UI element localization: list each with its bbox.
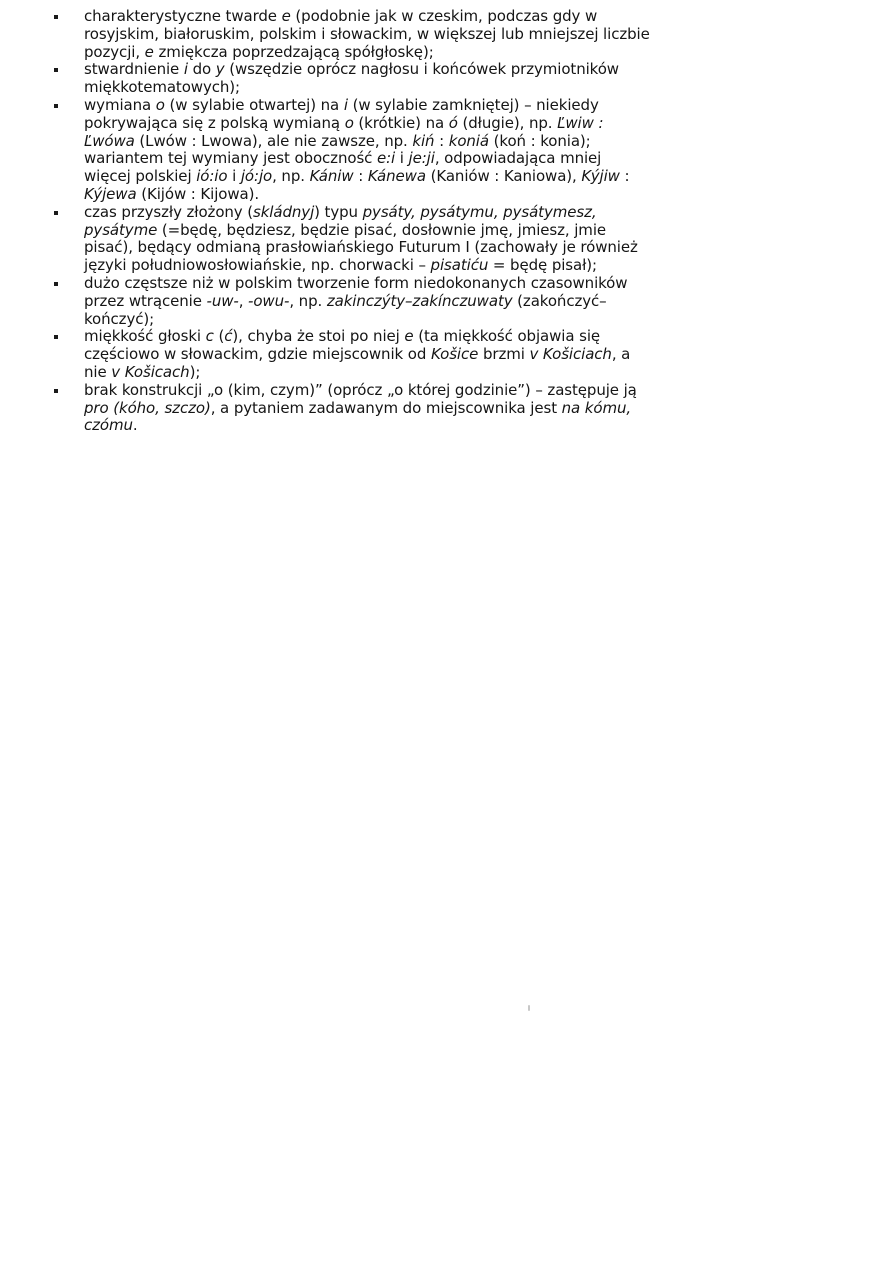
square-bullet-icon — [54, 335, 58, 339]
text-run: (krótkie) na — [353, 113, 449, 132]
square-bullet-icon — [54, 211, 58, 215]
italic-term: i — [343, 95, 348, 114]
italic-term: v Košicach — [111, 362, 190, 381]
text-run: ), chyba że stoi po niej — [232, 327, 405, 346]
scan-speck — [528, 1005, 530, 1011]
bullet-text — [84, 7, 650, 61]
text-run: czas przyszły złożony ( — [84, 202, 253, 221]
text-run: (w sylabie otwartej) na — [164, 95, 344, 114]
text-run: charakterystyczne twarde — [84, 7, 282, 25]
text-run: = będę pisał); — [488, 256, 597, 275]
italic-term: pro (kóho, szczo) — [84, 398, 211, 417]
italic-term: koniá — [448, 131, 489, 150]
italic-term: -uw- — [206, 291, 239, 310]
text-run: brzmi — [478, 345, 530, 364]
text-run: dużo częstsze niż w polskim tworzenie form niedokonanych czasowników przez wtrącenie — [84, 273, 628, 310]
italic-term: -owu- — [248, 291, 290, 310]
bullet-text — [84, 274, 627, 328]
square-bullet-icon — [54, 68, 58, 72]
square-bullet-icon — [54, 282, 58, 286]
italic-term: v Košiciach — [529, 345, 612, 364]
text-run: miękkość głoski — [84, 327, 206, 346]
text-run: (Lwów : Lwowa), ale nie zawsze, np. — [134, 131, 413, 150]
text-run: , odpowiadająca mniej więcej polskiej — [84, 149, 602, 186]
text-run: : — [434, 131, 449, 150]
text-run: ); — [189, 362, 201, 381]
text-run: do — [187, 60, 216, 79]
bullet-item — [52, 382, 652, 435]
text-run: , np. — [272, 167, 310, 186]
bullet-text — [84, 96, 629, 203]
square-bullet-icon — [54, 389, 58, 393]
italic-term: Kýjewa — [84, 184, 137, 203]
bullet-item — [52, 97, 652, 204]
italic-term: pysáty, pysátymu, pysátymesz, pysátyme — [84, 202, 597, 239]
italic-term: y — [215, 60, 225, 79]
text-run: (=będę, będziesz, będzie pisać, dosłownie jmę, jmiesz, jmie pisać), będący odmianą prasłowiańskiego Futurum I (zachowały je również języki południowosłowiańskie, np. chorwacki – — [84, 220, 638, 275]
square-bullet-icon — [54, 104, 58, 108]
bullet-item — [52, 61, 652, 97]
italic-term: Kániw — [309, 167, 354, 186]
text-run: i — [395, 149, 409, 168]
italic-term: e — [144, 42, 154, 61]
italic-term: skládnyj — [253, 202, 315, 221]
text-run: i — [227, 167, 241, 186]
italic-term: ć — [224, 327, 233, 346]
square-bullet-icon — [54, 15, 58, 19]
text-run: . — [132, 416, 138, 435]
bullet-text — [84, 60, 619, 96]
bullet-text — [84, 381, 637, 435]
bullet-item — [52, 328, 652, 381]
text-run: (podobnie jak w czeskim, podczas gdy w rosyjskim, białoruskim, polskim i słowackim, w większej lub mniejszej liczbie pozycji, — [84, 7, 650, 61]
bullet-item — [52, 8, 652, 61]
italic-term: o — [344, 113, 354, 132]
bullet-list — [52, 8, 652, 435]
italic-term: je:ji — [408, 149, 435, 168]
text-run: (Kaniów : Kaniowa), — [425, 167, 582, 186]
text-run: , a pytaniem zadawanym do miejscownika jest — [210, 398, 562, 417]
italic-term: Košice — [430, 345, 479, 364]
italic-term: Kánewa — [367, 167, 426, 186]
text-run: zmiękcza poprzedzającą spółgłoskę); — [153, 42, 434, 61]
bullet-text — [84, 203, 638, 274]
text-run: stwardnienie — [84, 60, 184, 79]
italic-term: ó — [448, 113, 458, 132]
italic-term: Ľwiw : Ľwówa — [84, 113, 604, 150]
italic-term: o — [155, 95, 165, 114]
text-run: (ta miękkość objawia się częściowo w słowackim, gdzie miejscownik od — [84, 327, 601, 364]
italic-term: e:i — [376, 149, 396, 168]
text-run: (w sylabie zamkniętej) – niekiedy pokrywająca się z polską wymianą — [84, 95, 599, 132]
text-run: : — [353, 167, 368, 186]
text-run: (wszędzie oprócz nagłosu i końcówek przymiotników miękkotematowych); — [84, 60, 619, 97]
italic-term: Kýjiw — [581, 167, 620, 186]
bullet-item — [52, 204, 652, 275]
bullet-item — [52, 275, 652, 328]
italic-term: e — [404, 327, 414, 346]
italic-term: ió:io — [196, 167, 228, 186]
text-run: , — [238, 291, 249, 310]
italic-term: pisatiću — [430, 256, 489, 275]
italic-term: na kómu, czómu — [84, 398, 632, 435]
text-run: (Kijów : Kijowa). — [136, 184, 260, 203]
text-run: , np. — [289, 291, 327, 310]
italic-term: i — [183, 60, 188, 79]
text-run: (koń : konia); wariantem tej wymiany jest oboczność — [84, 131, 591, 168]
text-run: brak konstrukcji „o (kim, czym)” (oprócz „o której godzinie”) – zastępuje ją — [84, 380, 637, 399]
bullet-text — [84, 327, 630, 381]
italic-term: kiń — [412, 131, 435, 150]
text-run: , a nie — [84, 345, 631, 381]
italic-term: jó:jo — [240, 167, 273, 186]
text-run: wymiana — [84, 95, 156, 114]
text-run: ( — [213, 327, 225, 346]
text-run: (długie), np. — [457, 113, 558, 132]
text-run: ) typu — [314, 202, 363, 221]
text-run: : — [619, 167, 630, 186]
italic-term: c — [205, 327, 214, 346]
italic-term: e — [281, 7, 291, 25]
italic-term: zakinczýty–zakínczuwaty — [326, 291, 513, 310]
text-run: (zakończyć–kończyć); — [84, 291, 607, 328]
